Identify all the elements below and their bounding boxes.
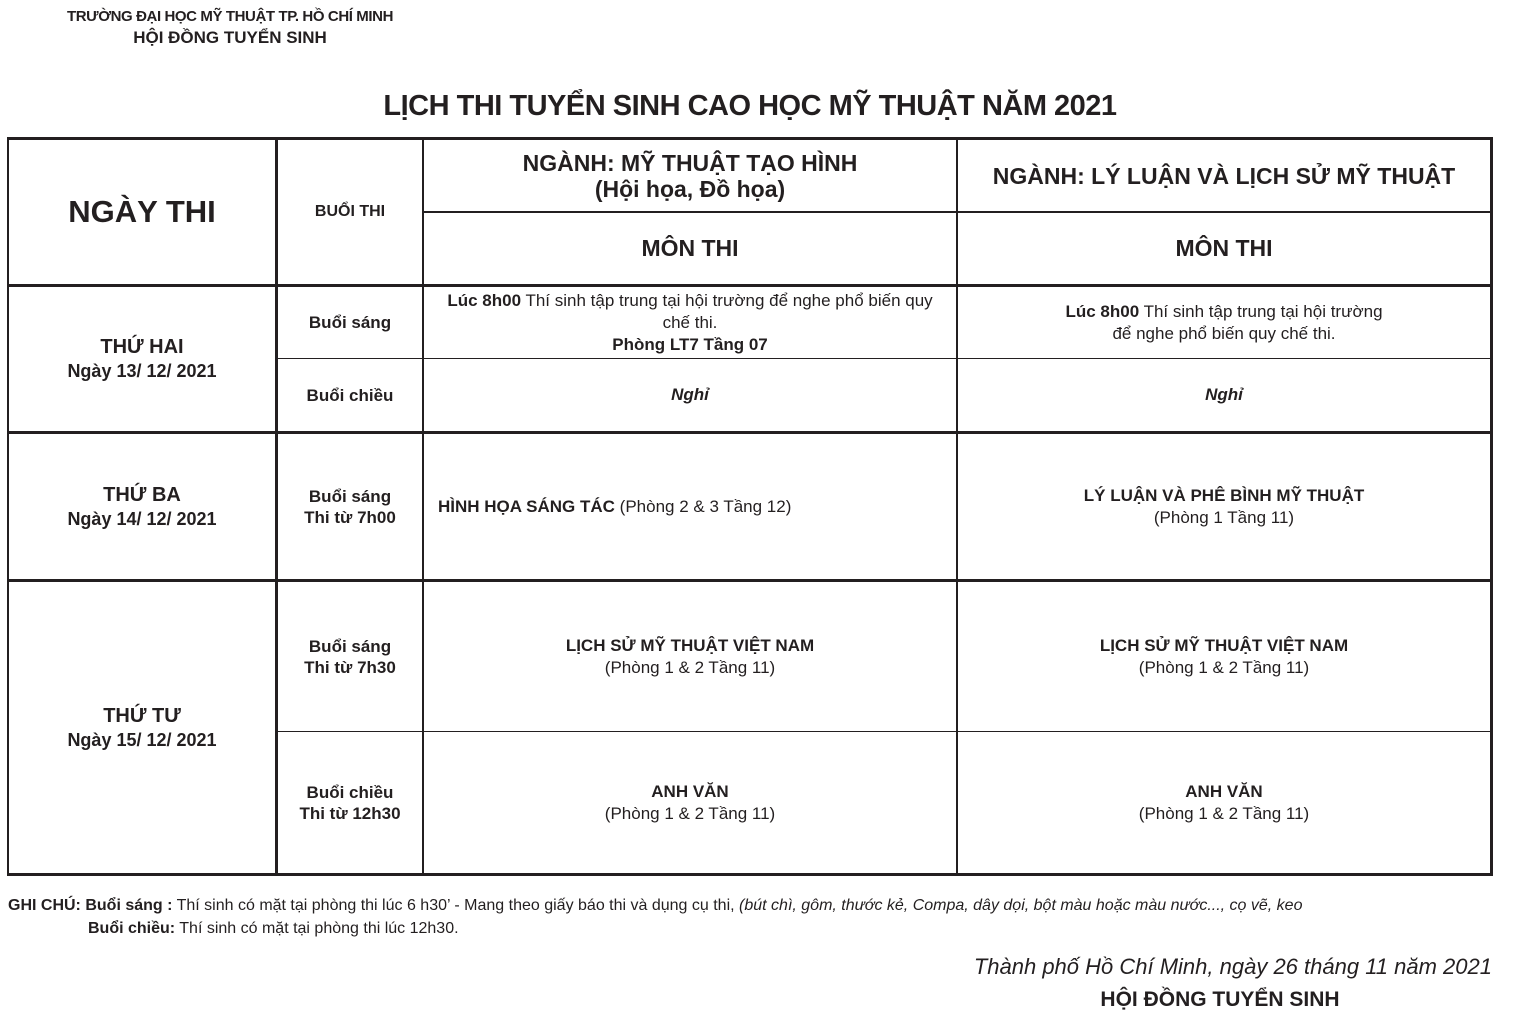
session-label: Buổi chiều: [306, 782, 394, 802]
exam-subject: LÝ LUẬN VÀ PHÊ BÌNH MỸ THUẬT: [1083, 485, 1365, 505]
day-name: THỨ HAI: [100, 336, 184, 358]
session-time: Thi từ 12h30: [299, 803, 401, 823]
major-theory-title: NGÀNH: LÝ LUẬN VÀ LỊCH SỬ MỸ THUẬT: [992, 162, 1456, 189]
exam-room: Phòng LT7 Tầng 07: [612, 334, 768, 354]
exam-cell: [424, 582, 956, 731]
mon-thi-label: MÔN THI: [641, 235, 739, 261]
council-name: HỘI ĐỒNG TUYỂN SINH: [133, 28, 327, 47]
day-date: Ngày 13/ 12/ 2021: [67, 361, 217, 381]
table-border-bottom: [7, 873, 1493, 876]
exam-subject: LỊCH SỬ MỸ THUẬT VIỆT NAM: [1099, 635, 1349, 655]
day-name: THỨ BA: [103, 483, 181, 506]
exam-subject: LỊCH SỬ MỸ THUẬT VIỆT NAM: [565, 635, 815, 655]
session-cell: [278, 359, 422, 431]
header-major-theory: [958, 140, 1490, 211]
session-label: Buổi chiều: [306, 385, 394, 405]
rest-label: Nghỉ: [671, 385, 709, 404]
instruction-time: Lúc 8h00: [1065, 301, 1140, 321]
header-ngay-thi: [9, 140, 275, 284]
exam-room: (Phòng 1 & 2 Tầng 11): [604, 657, 776, 677]
session-time: Thi từ 7h00: [304, 507, 396, 527]
exam-cell: [424, 434, 956, 579]
exam-room: (Phòng 2 & 3 Tầng 12): [614, 496, 792, 516]
major-fine-arts-title: NGÀNH: MỸ THUẬT TẠO HÌNH: [522, 149, 858, 176]
header-ngay-thi-label: NGÀY THI: [68, 194, 216, 229]
exam-subject: HÌNH HỌA SÁNG TÁC: [438, 496, 615, 516]
note-afternoon-label: Buổi chiều:: [88, 920, 176, 937]
note-afternoon-text: Thí sinh có mặt tại phòng thi lúc 12h30.: [175, 920, 459, 937]
instruction-text: Thí sinh tập trung tại hội trường để nghe phổ biến quy chế thi.: [521, 290, 933, 332]
note-morning: [8, 894, 1302, 917]
exam-cell: [424, 732, 956, 873]
exam-cell: [958, 287, 1490, 358]
session-label: Buổi sáng: [308, 313, 392, 332]
instruction-text: Thí sinh tập trung tại hội trường: [1139, 301, 1383, 321]
session-cell: [278, 582, 422, 731]
major-fine-arts-subtitle: (Hội họa, Đồ họa): [594, 175, 786, 202]
signature-org: HỘI ĐỒNG TUYỂN SINH: [1100, 988, 1340, 1011]
note-morning-label: Buổi sáng :: [85, 897, 173, 914]
session-cell: [278, 434, 422, 579]
day-cell-wednesday: [9, 582, 275, 873]
exam-room: (Phòng 1 & 2 Tầng 11): [604, 803, 776, 823]
session-cell: [278, 287, 422, 358]
header-mon-thi-1: [424, 213, 956, 284]
table-border-right: [1490, 137, 1493, 876]
exam-subject: ANH VĂN: [1185, 781, 1263, 801]
exam-room: (Phòng 1 Tầng 11): [1153, 507, 1295, 527]
header-buoi-thi: [278, 140, 422, 284]
notes-section: [8, 894, 1302, 940]
header-mon-thi-2: [958, 213, 1490, 284]
exam-cell: [958, 434, 1490, 579]
exam-instruction: [432, 290, 948, 334]
exam-cell: [958, 732, 1490, 873]
session-cell: [278, 732, 422, 873]
header-buoi-thi-label: BUỔI THI: [314, 203, 386, 220]
mon-thi-label: MÔN THI: [1175, 235, 1273, 261]
exam-cell: [424, 287, 956, 358]
exam-schedule-table: [7, 137, 1493, 876]
session-time: Thi từ 7h30: [304, 657, 396, 677]
session-label: Buổi sáng: [308, 636, 392, 656]
exam-cell: [958, 582, 1490, 731]
note-afternoon: [8, 917, 1302, 940]
exam-room: (Phòng 1 & 2 Tầng 11): [1138, 803, 1310, 823]
exam-subject: ANH VĂN: [651, 781, 729, 801]
document-title: LỊCH THI TUYỂN SINH CAO HỌC MỸ THUẬT NĂM 2021: [383, 90, 1117, 122]
day-date: Ngày 15/ 12/ 2021: [67, 729, 217, 750]
session-label: Buổi sáng: [308, 486, 392, 506]
document-header: [60, 8, 400, 48]
exam-subject-line: [438, 496, 791, 518]
note-morning-text: Thí sinh có mặt tại phòng thi lúc 6 h30’ - Mang theo giấy báo thi và dụng cụ thi,: [172, 897, 740, 914]
day-name: THỨ TƯ: [103, 704, 181, 727]
instruction-time: Lúc 8h00: [447, 290, 522, 310]
day-cell-tuesday: [9, 434, 275, 579]
exam-cell: [958, 359, 1490, 431]
exam-room: (Phòng 1 & 2 Tầng 11): [1138, 657, 1310, 677]
note-label: GHI CHÚ:: [8, 897, 81, 914]
exam-instruction: [1065, 301, 1382, 323]
header-major-fine-arts: [424, 140, 956, 211]
day-cell-monday: [9, 287, 275, 431]
exam-instruction-line2: để nghe phổ biến quy chế thi.: [1112, 323, 1336, 343]
note-morning-tools: (bút chì, gôm, thước kẻ, Compa, dây dọi, bột màu hoặc màu nước..., cọ vẽ, keo: [739, 897, 1303, 914]
day-date: Ngày 14/ 12/ 2021: [67, 508, 217, 529]
rest-label: Nghỉ: [1205, 385, 1243, 404]
school-name: TRƯỜNG ĐẠI HỌC MỸ THUẬT TP. HỒ CHÍ MINH: [66, 8, 394, 25]
place-date: Thành phố Hồ Chí Minh, ngày 26 tháng 11 năm 2021: [973, 954, 1492, 979]
exam-cell: [424, 359, 956, 431]
